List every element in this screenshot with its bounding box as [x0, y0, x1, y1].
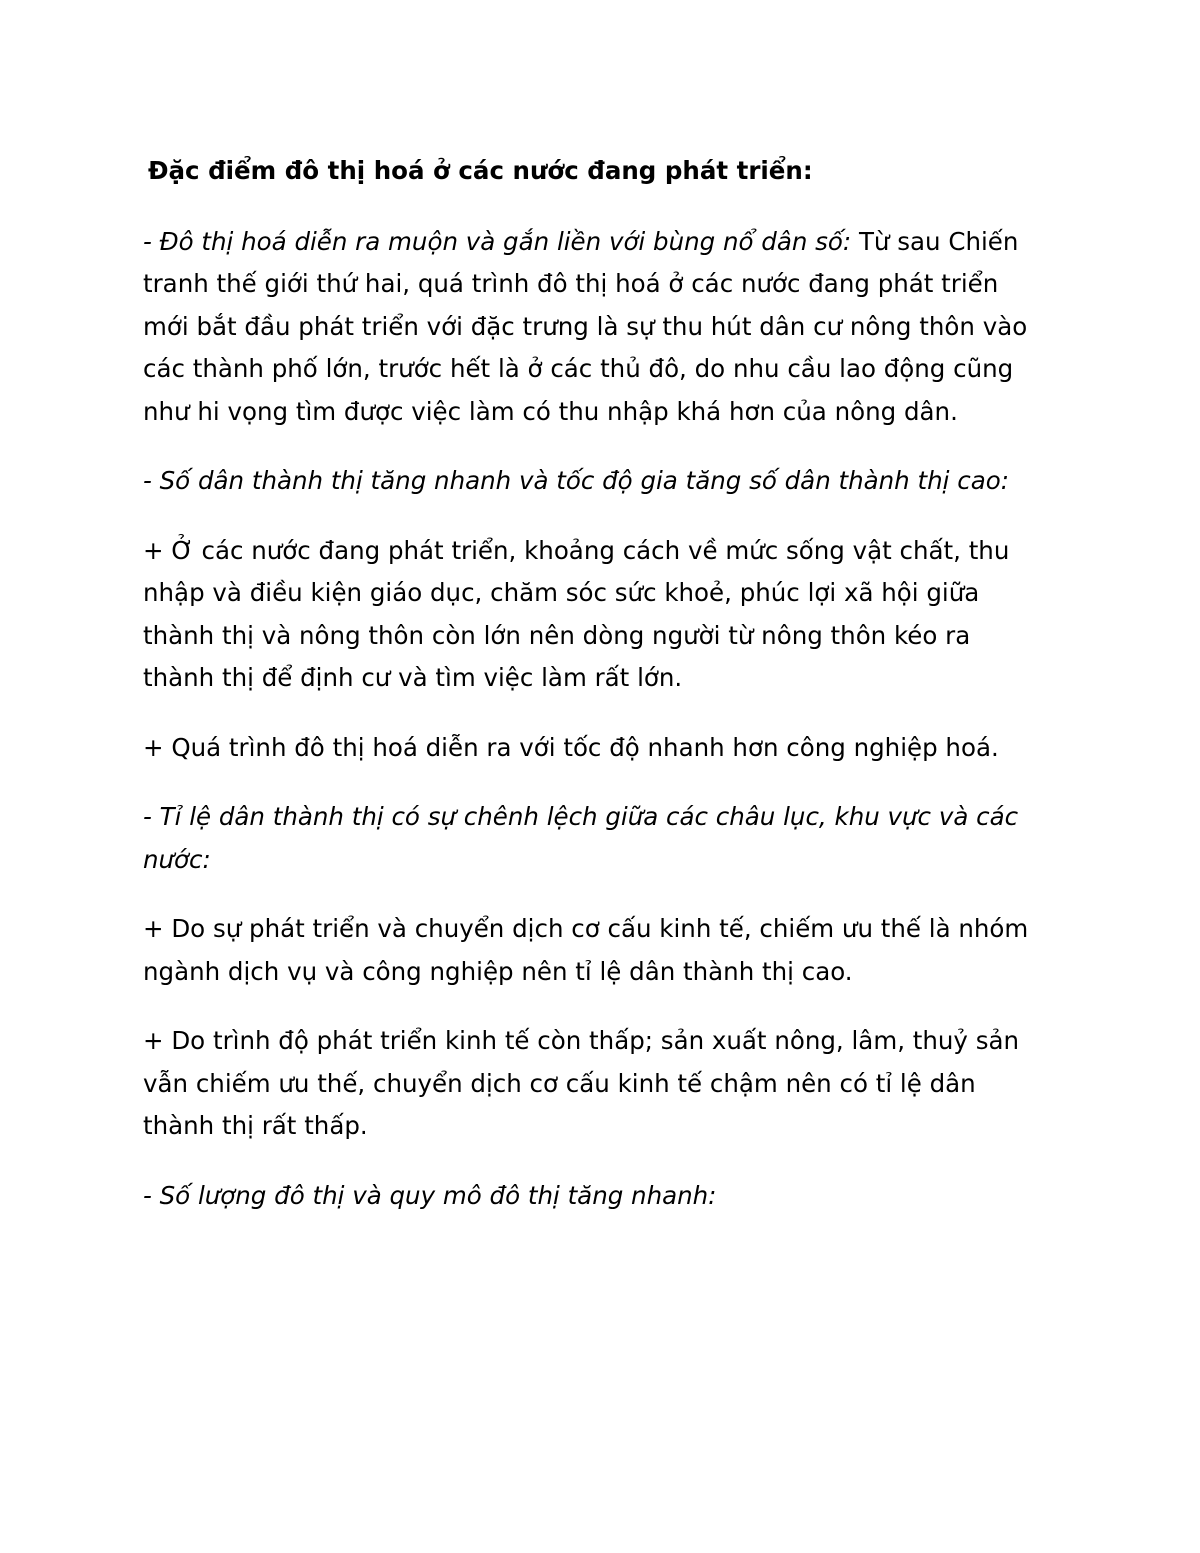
paragraph-high-urban-ratio: + Do sự phát triển và chuyển dịch cơ cấu kinh tế, chiếm ưu thế là nhóm ngành dịch vụ và công nghiệp nên tỉ lệ dân thành thị cao.: [143, 914, 1029, 986]
paragraph-city-count-growth: - Số lượng đô thị và quy mô đô thị tăng nhanh:: [143, 1180, 717, 1210]
document-heading: Đặc điểm đô thị hoá ở các nước đang phát triển:: [148, 156, 813, 185]
document-page: [143, 150, 1048, 1244]
paragraph-low-urban-ratio: + Do trình độ phát triển kinh tế còn thấp; sản xuất nông, lâm, thuỷ sản vẫn chiếm ưu thế, chuyển dịch cơ cấu kinh tế chậm nên có tỉ lệ dân thành thị rất thấp.: [143, 1026, 1020, 1140]
paragraph-living-gap: + Ở các nước đang phát triển, khoảng cách về mức sống vật chất, thu nhập và điều kiện giáo dục, chăm sóc sức khoẻ, phúc lợi xã hội giữa thành thị và nông thôn còn lớn nên dòng người từ nông thôn kéo ra thành thị để định cư và tìm việc làm rất lớn.: [143, 535, 1010, 692]
paragraph-urbanization-late: [143, 221, 1048, 434]
paragraph-fast-urbanization: + Quá trình đô thị hoá diễn ra với tốc độ nhanh hơn công nghiệp hoá.: [143, 732, 999, 762]
paragraph-urban-ratio-difference: - Tỉ lệ dân thành thị có sự chênh lệch giữa các châu lục, khu vực và các nước:: [143, 802, 1019, 874]
paragraph-body: Từ sau Chiến tranh thế giới thứ hai, quá trình đô thị hoá ở các nước đang phát triển mới bắt đầu phát triển với đặc trưng là sự thu hút dân cư nông thôn vào các thành phố lớn, trước hết là ở các thủ đô, do nhu cầu lao động cũng như hi vọng tìm được việc làm có thu nhập khá hơn của nông dân.: [143, 226, 1028, 426]
paragraph-lead-italic: - Đô thị hoá diễn ra muộn và gắn liền với bùng nổ dân số:: [143, 226, 852, 256]
paragraph-urban-population-growth: - Số dân thành thị tăng nhanh và tốc độ gia tăng số dân thành thị cao:: [143, 466, 1009, 495]
